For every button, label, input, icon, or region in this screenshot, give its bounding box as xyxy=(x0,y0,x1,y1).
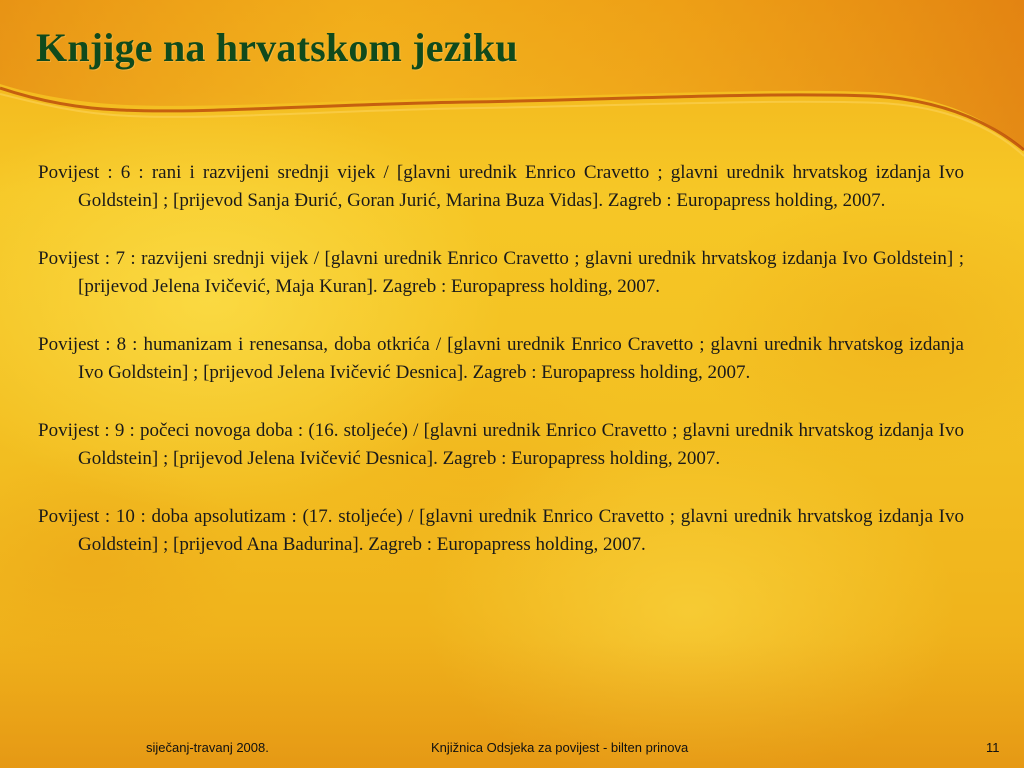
bibliography-entry-povijest-9: Povijest : 9 : počeci novoga doba : (16. stoljeće) / [glavni urednik Enrico Cravetto ; glavni urednik hrvatskog izdanja Ivo Goldstein] ; [prijevod Jelena Ivičević Desnica]. Zagreb : Europapress holding, 2007. xyxy=(38,420,964,469)
footer-date: siječanj-travanj 2008. xyxy=(146,740,269,755)
bibliography-entry-povijest-8: Povijest : 8 : humanizam i renesansa, doba otkrića / [glavni urednik Enrico Cravetto ; glavni urednik hrvatskog izdanja Ivo Goldstein] ; [prijevod Jelena Ivičević Desnica]. Zagreb : Europapress holding, 2007. xyxy=(38,334,964,383)
page-number: 11 xyxy=(986,740,1000,755)
top-band xyxy=(0,0,1024,150)
bibliography-entry-povijest-10: Povijest : 10 : doba apsolutizam : (17. stoljeće) / [glavni urednik Enrico Cravetto ; glavni urednik hrvatskog izdanja Ivo Goldstein] ; [prijevod Ana Badurina]. Zagreb : Europapress holding, 2007. xyxy=(38,506,964,555)
bibliography-list xyxy=(38,159,964,589)
footer-title: Knjižnica Odsjeka za povijest - bilten prinova xyxy=(431,740,689,755)
bibliography-entry-povijest-7: Povijest : 7 : razvijeni srednji vijek / [glavni urednik Enrico Cravetto ; glavni urednik hrvatskog izdanja Ivo Goldstein] ; [prijevod Jelena Ivičević, Maja Kuran]. Zagreb : Europapress holding, 2007. xyxy=(38,248,964,297)
slide-title: Knjige na hrvatskom jeziku xyxy=(36,25,518,70)
bibliography-entry-povijest-6: Povijest : 6 : rani i razvijeni srednji vijek / [glavni urednik Enrico Cravetto ; glavni urednik hrvatskog izdanja Ivo Goldstein] ; [prijevod Sanja Đurić, Goran Jurić, Marina Buza Vidas]. Zagreb : Europapress holding, 2007. xyxy=(38,162,964,211)
